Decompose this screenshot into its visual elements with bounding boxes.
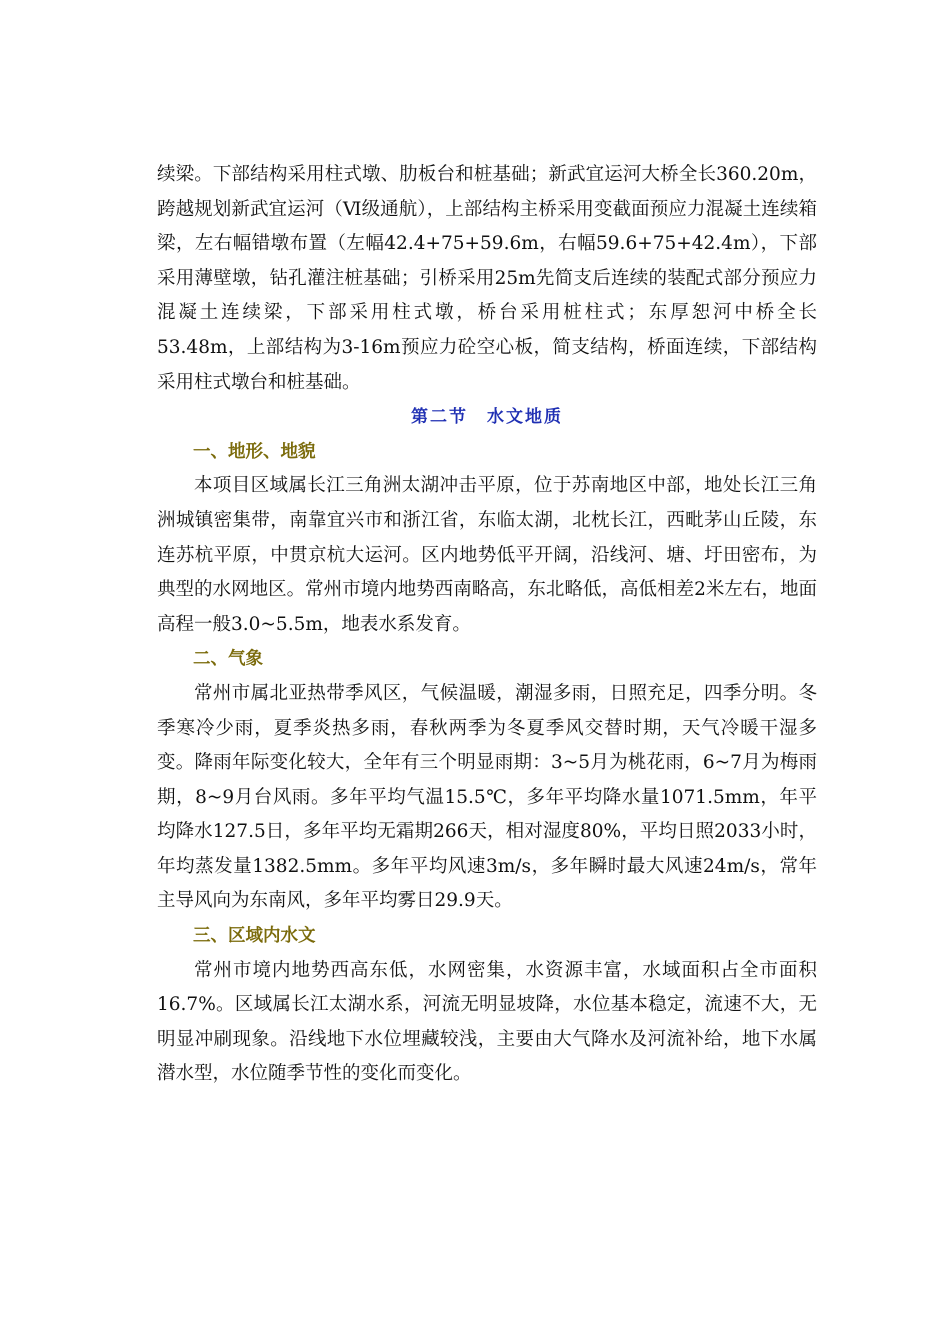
heading-terrain: 一、地形、地貌 — [193, 441, 316, 462]
document-body — [157, 158, 817, 1092]
heading-climate: 二、气象 — [193, 649, 263, 670]
climate-paragraph: 常州市属北亚热带季风区，气候温暖，潮湿多雨，日照充足，四季分明。冬季寒冷少雨，夏季炎热多雨，春秋两季为冬夏季风交替时期，天气冷暖干湿多变。降雨年际变化较大，全年有三个明显雨期：3~5月为桃花雨，6~7月为梅雨期，8~9月台风雨。多年平均气温15.5℃，多年平均降水量1071.5mm，年平均降水127.5日，多年平均无霜期266天，相对湿度80%，平均日照2033小时，年均蒸发量1382.5mm。多年平均风速3m/s，多年瞬时最大风速24m/s，常年主导风向为东南风，多年平均雾日29.9天。 — [157, 682, 817, 912]
bridge-structure-paragraph: 续梁。下部结构采用柱式墩、肋板台和桩基础；新武宜运河大桥全长360.20m，跨越规划新武宜运河（Ⅵ级通航），上部结构主桥采用变截面预应力混凝土连续箱梁，左右幅错墩布置（左幅42.4+75+59.6m，右幅59.6+75+42.4m），下部采用薄壁墩，钻孔灌注桩基础；引桥采用25m先简支后连续的装配式部分预应力混凝土连续梁，下部采用柱式墩，桥台采用桩柱式；东厚恕河中桥全长53.48m，上部结构为3-16m预应力砼空心板，简支结构，桥面连续，下部结构采用柱式墩台和桩基础。 — [157, 164, 817, 393]
heading-hydrology: 三、区域内水文 — [193, 926, 316, 947]
terrain-paragraph: 本项目区域属长江三角洲太湖冲击平原，位于苏南地区中部，地处长江三角洲城镇密集带，南靠宜兴市和浙江省，东临太湖，北枕长江，西毗茅山丘陵，东连苏杭平原，中贯京杭大运河。区内地势低平开阔，沿线河、塘、圩田密布，为典型的水网地区。常州市境内地势西南略高，东北略低，高低相差2米左右，地面高程一般3.0~5.5m，地表水系发育。 — [157, 475, 817, 635]
hydrology-paragraph: 常州市境内地势西高东低，水网密集，水资源丰富，水域面积占全市面积16.7%。区域属长江太湖水系，河流无明显坡降，水位基本稳定，流速不大，无明显冲刷现象。沿线地下水位埋藏较浅，主要由大气降水及河流补给，地下水属潜水型，水位随季节性的变化而变化。 — [157, 959, 817, 1085]
section-title: 第二节 水文地质 — [411, 407, 563, 428]
